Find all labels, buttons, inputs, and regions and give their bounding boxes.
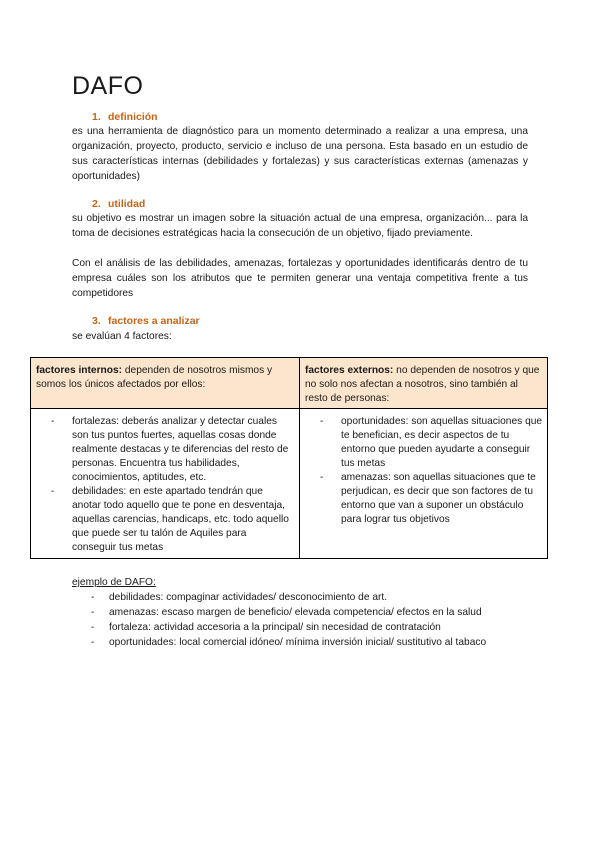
list-item: - amenazas: escaso margen de beneficio/ elevada competencia/ efectos en la salud xyxy=(72,605,552,620)
internal-factors-label: factores internos: xyxy=(36,365,123,376)
document-title: DAFO xyxy=(72,72,144,100)
utility-paragraph-2: Con el análisis de las debilidades, amenazas, fortalezas y oportunidades identificarás dentro de tu empresa cuáles son los atributos que te permiten generar una ventaja competitiva frente a tus competidores xyxy=(72,258,528,299)
section-number: 1. xyxy=(92,111,101,123)
list-item: - debilidades: en este apartado tendrán que anotar todo aquello que te pone en desventaja, aquellas carencias, handicaps, etc. todo aquello que puede ser tu talón de Aquiles para conseguir tus metas xyxy=(31,485,293,555)
internal-factors-header xyxy=(31,358,299,408)
table-header-row xyxy=(31,358,547,409)
section-title: factores a analizar xyxy=(108,315,200,327)
external-factors-label: factores externos: xyxy=(305,365,394,376)
list-item: - amenazas: son aquellas situaciones que te perjudican, es decir que son factores de tu entorno que van a suponer un obstáculo para lograr tus objetivos xyxy=(300,471,543,527)
factors-intro: se evalúan 4 factores: xyxy=(72,331,172,342)
list-item: - fortaleza: actividad accesoria a la principal/ sin necesidad de contratación xyxy=(72,620,552,635)
section-title: utilidad xyxy=(108,198,146,210)
list-item: - debilidades: compaginar actividades/ desconocimiento de art. xyxy=(72,590,552,605)
dafo-example xyxy=(72,575,552,650)
section-number: 3. xyxy=(92,315,101,327)
example-title: ejemplo de DAFO: xyxy=(72,577,156,588)
external-factors-cell xyxy=(300,408,547,527)
list-item: - fortalezas: deberás analizar y detectar cuales son tus puntos fuertes, aquellas cosas donde realmente destacas y te diferencias del resto de personas. Encuentra tus habilidades, conocimientos, aptitudes, etc. xyxy=(31,415,293,485)
internal-factors-description: dependen de nosotros mismos y somos los únicos afectados por ellos: xyxy=(36,365,273,390)
section-heading-definicion xyxy=(92,111,158,123)
list-item: - oportunidades: son aquellas situaciones que te benefician, es decir aspectos de tu entorno que pueden ayudarte a conseguir tus metas xyxy=(300,415,543,471)
external-factors-list xyxy=(300,415,543,527)
definition-paragraph: es una herramienta de diagnóstico para un momento determinado a realizar a una empresa, una organización, proyecto, producto, servicio e incluso de una persona. Esta basado en un estudio de sus características internas (debilidades y fortalezas) y sus características externas (amenazas y oportunidades) xyxy=(72,126,528,182)
section-heading-utilidad xyxy=(92,198,145,210)
list-item: - oportunidades: local comercial idóneo/ mínima inversión inicial/ sustitutivo al tabaco xyxy=(72,635,552,650)
internal-factors-cell xyxy=(31,408,299,555)
internal-factors-list xyxy=(31,415,293,555)
section-heading-factores xyxy=(92,315,200,327)
external-factors-description: no dependen de nosotros y que no solo nos afectan a nosotros, sino también al resto de personas: xyxy=(305,365,540,404)
example-list xyxy=(72,590,552,650)
utility-paragraph-1: su objetivo es mostrar un imagen sobre la situación actual de una empresa, organización... para la toma de decisiones estratégicas hacia la consecución de un objetivo, fijado previamente. xyxy=(72,213,528,239)
external-factors-header xyxy=(300,358,547,408)
factors-table xyxy=(30,357,548,559)
section-title: definición xyxy=(108,111,158,123)
section-number: 2. xyxy=(92,198,101,210)
